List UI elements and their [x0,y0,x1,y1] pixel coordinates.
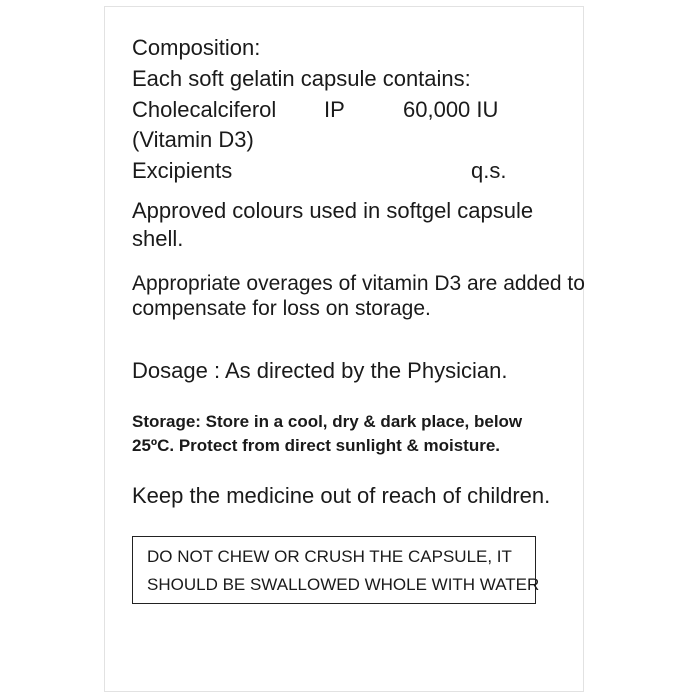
capsule-warning-line1: DO NOT CHEW OR CRUSH THE CAPSULE, IT [147,547,512,566]
storage-line2: 25ºC. Protect from direct sunlight & moisture. [132,436,500,455]
capsule-warning-box [132,536,540,604]
excipients-name: Excipients [132,158,233,183]
excipients-amount: q.s. [471,158,507,183]
ingredient-amount: 60,000 IU [403,97,499,122]
ingredient-alias: (Vitamin D3) [132,127,254,152]
children-warning: Keep the medicine out of reach of children. [132,483,551,508]
composition-heading: Composition: [132,35,261,60]
ingredient-name: Cholecalciferol [132,97,277,122]
ingredient-standard: IP [324,97,345,122]
dosage-text: Dosage : As directed by the Physician. [132,358,508,383]
composition-intro: Each soft gelatin capsule contains: [132,66,471,91]
capsule-warning-line2: SHOULD BE SWALLOWED WHOLE WITH WATER [147,575,540,594]
storage-line1: Storage: Store in a cool, dry & dark place, below [132,412,523,431]
overages-note-line2: compensate for loss on storage. [132,297,431,320]
colours-note-line1: Approved colours used in softgel capsule [132,198,534,223]
overages-note-line1: Appropriate overages of vitamin D3 are added to [132,272,585,295]
colours-note-line2: shell. [132,226,184,251]
